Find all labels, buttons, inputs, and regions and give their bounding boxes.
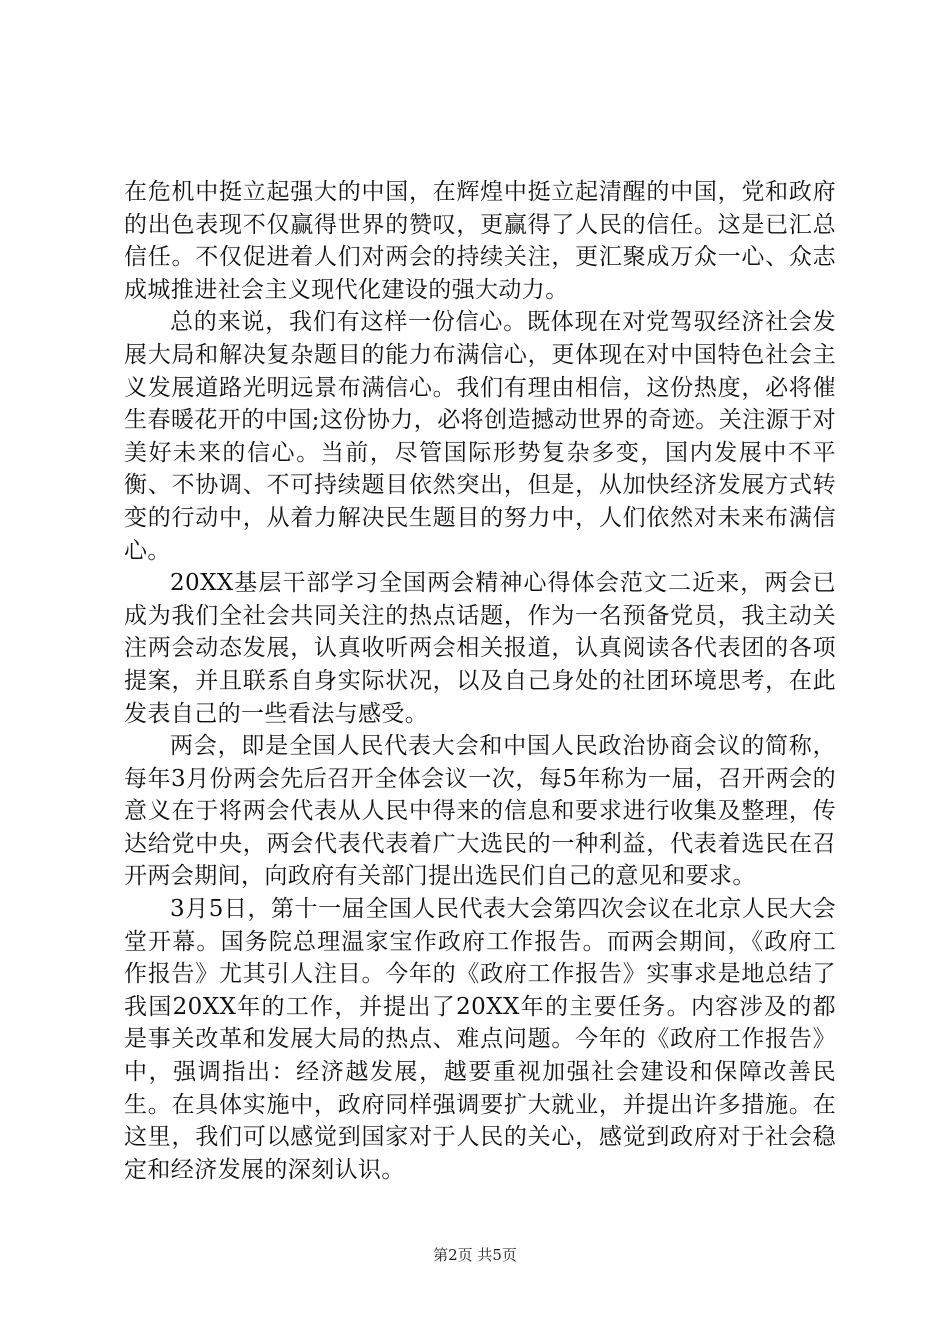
- paragraph-1: 在危机中挺立起强大的中国，在辉煌中挺立起清醒的中国，党和政府的出色表现不仅赢得世界的赞叹，更赢得了人民的信任。这是已汇总信任。不仅促进着人们对两会的持续关注，更汇聚成万众一心、众志成城推进社会主义现代化建设的强大动力。: [124, 179, 836, 303]
- paragraph-2: 总的来说，我们有这样一份信心。既体现在对党驾驭经济社会发展大局和解决复杂题目的能力布满信心，更体现在对中国特色社会主义发展道路光明远景布满信心。我们有理由相信，这份热度，必将催生春暖花开的中国;这份协力，必将创造撼动世界的奇迹。关注源于对美好未来的信心。当前，尽管国际形势复杂多变，国内发展中不平衡、不协调、不可持续题目依然突出，但是，从加快经济发展方式转变的行动中，从着力解决民生题目的努力中，人们依然对未来布满信心。: [124, 309, 836, 564]
- paragraph-5: 3月5日，第十一届全国人民代表大会第四次会议在北京人民大会堂开幕。国务院总理温家宝作政府工作报告。而两会期间，《政府工作报告》尤其引人注目。今年的《政府工作报告》实事求是地总结了我国20XX年的工作，并提出了20XX年的主要任务。内容涉及的都是事关改革和发展大局的热点、难点问题。今年的《政府工作报告》中，强调指出：经济越发展，越要重视加强社会建设和保障改善民生。在具体实施中，政府同样强调要扩大就业，并提出许多措施。在这里，我们可以感觉到国家对于人民的关心，感觉到政府对于社会稳定和经济发展的深刻认识。: [124, 896, 836, 1183]
- document-body: [124, 176, 836, 1186]
- paragraph-4: 两会，即是全国人民代表大会和中国人民政治协商会议的简称，每年3月份两会先后召开全体会议一次，每5年称为一届，召开两会的意义在于将两会代表从人民中得来的信息和要求进行收集及整理，传达给党中央，两会代表代表着广大选民的一种利益，代表着选民在召开两会期间，向政府有关部门提出选民们自己的意见和要求。: [124, 733, 836, 890]
- paragraph-3: 20XX基层干部学习全国两会精神心得体会范文二近来，两会已成为我们全社会共同关注的热点话题，作为一名预备党员，我主动关注两会动态发展，认真收听两会相关报道，认真阅读各代表团的各项提案，并且联系自身实际状况，以及自己身处的社团环境思考，在此发表自己的一些看法与感受。: [124, 570, 836, 727]
- page-number-footer: 第2页 共5页: [433, 1246, 517, 1264]
